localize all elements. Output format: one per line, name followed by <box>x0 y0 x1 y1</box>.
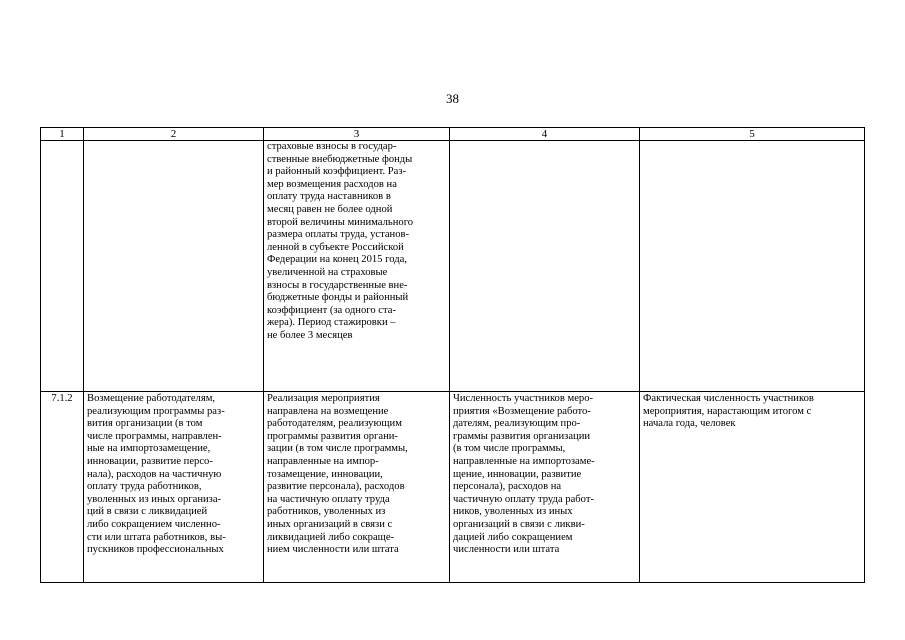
table-header-row <box>41 128 865 141</box>
cell-indicator <box>450 141 640 392</box>
cell-indicator-method: Фактическая численность участников мероприятия, нарастающим итогом с начала года, человек <box>640 392 865 583</box>
column-header-1: 1 <box>41 128 84 141</box>
table-row <box>41 141 865 392</box>
column-header-2: 2 <box>84 128 264 141</box>
column-header-4: 4 <box>450 128 640 141</box>
cell-indicator: Численность участников меро- приятия «Возмещение работо- дателям, реализующим про- граммы развития организации (в том числе программы, направленные на импортозаме- щение, инновации, развитие персонала), расходов на частичную оплату труда работ- ников, уволенных из иных организаций в связи с ликви- дацией либо сокращением численности или штата <box>450 392 640 583</box>
column-header-5: 5 <box>640 128 865 141</box>
cell-measure-name <box>84 141 264 392</box>
page-number: 38 <box>446 91 459 106</box>
column-header-3: 3 <box>264 128 450 141</box>
cell-measure-description: Реализация мероприятия направлена на возмещение работодателям, реализующим программы развития органи- зации (в том числе программы, направленные на импор- тозамещение, инновации, развитие персонала), расходов на частичную оплату труда работников, уволенных из иных организаций в связи с ликвидацией либо сокраще- нием численности или штата <box>264 392 450 583</box>
measures-table <box>40 127 865 583</box>
table-row <box>41 392 865 583</box>
cell-number <box>41 141 84 392</box>
cell-measure-description: страховые взносы в государ- ственные внебюджетные фонды и районный коэффициент. Раз- мер возмещения расходов на оплату труда наставников в месяц равен не более одной второй величины минимального размера оплаты труда, установ- ленной в субъекте Российской Федерации на конец 2015 года, увеличенной на страховые взносы в государственные вне- бюджетные фонды и районный коэффициент (за одного ста- жера). Период стажировки – не более 3 месяцев <box>264 141 450 392</box>
cell-indicator-method <box>640 141 865 392</box>
cell-measure-name: Возмещение работодателям, реализующим программы раз- вития организации (в том числе программы, направлен- ные на импортозамещение, инновации, развитие персо- нала), расходов на частичную оплату труда работников, уволенных из иных организа- ций в связи с ликвидацией либо сокращением численно- сти или штата работников, вы- пускников профессиональных <box>84 392 264 583</box>
cell-number: 7.1.2 <box>41 392 84 583</box>
